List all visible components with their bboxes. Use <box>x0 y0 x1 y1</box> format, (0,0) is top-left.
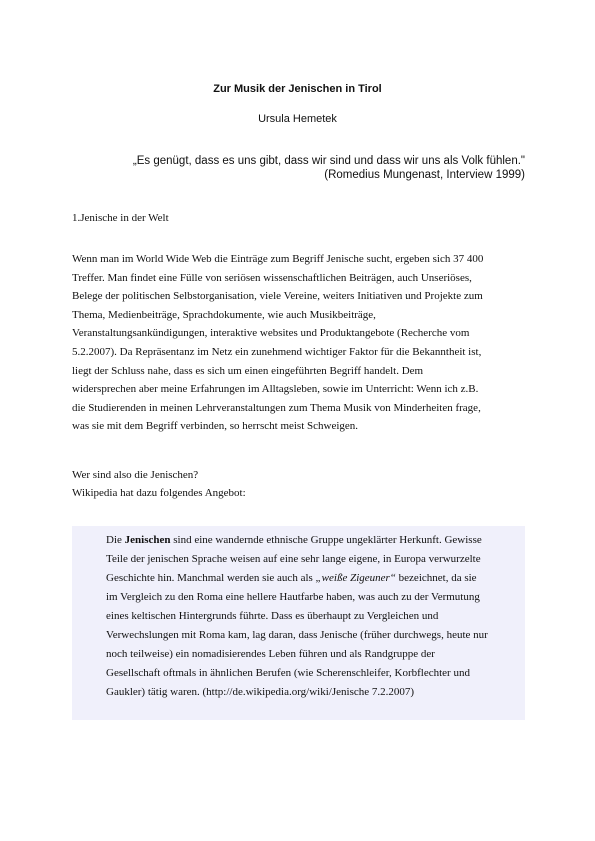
question-line: Wer sind also die Jenischen? <box>72 469 199 481</box>
paragraph-line: die Studierenden in meinen Lehrveranstaltungen zum Thema Musik von Minderheiten frage, <box>72 401 481 414</box>
wiki-intro-line: Wikipedia hat dazu folgendes Angebot: <box>72 487 246 499</box>
wiki-term-bold: Jenischen <box>124 534 171 546</box>
wiki-term-italic: „weiße Zigeuner“ <box>315 572 396 584</box>
wiki-line <box>106 569 521 588</box>
wikipedia-quote-text <box>106 531 521 702</box>
wiki-text-fragment: Die <box>106 534 125 546</box>
wiki-line: Verwechslungen mit Roma kam, lag daran, dass Jenische (früher durchwegs, heute nur <box>106 629 488 641</box>
section-heading: 1.Jenische in der Welt <box>72 212 169 224</box>
paragraph-line: was sie mit dem Begriff verbinden, so herrscht meist Schweigen. <box>72 420 359 433</box>
paragraph-line: Thema, Medienbeiträge, Sprachdokumente, wie auch Musikbeiträge, <box>72 308 376 321</box>
paragraph-line: Wenn man im World Wide Web die Einträge zum Begriff Jenische sucht, ergeben sich 37 400 <box>72 253 484 265</box>
body-paragraph <box>72 250 530 436</box>
wiki-line: Gaukler) tätig waren. (http://de.wikipedia.org/wiki/Jenische 7.2.2007) <box>106 686 415 698</box>
wiki-line: eines keltischen Hintergrunds führte. Dass es überhaupt zu Vergleichen und <box>106 610 439 622</box>
wiki-line: noch teilweise) ein nomadisierendes Leben führen und als Randgruppe der <box>106 648 435 660</box>
wiki-line <box>106 531 521 550</box>
paragraph-line: Veranstaltungsankündigungen, interaktive websites und Produktangebote (Recherche vom <box>72 327 470 340</box>
wiki-text-fragment: Geschichte hin. Manchmal werden sie auch als <box>106 572 316 584</box>
paragraph-line: Belege der politischen Selbstorganisation, viele Vereine, weiters Initiativen und Projekte zum <box>72 290 483 303</box>
epigraph-source: (Romedius Mungenast, Interview 1999) <box>324 169 525 181</box>
wiki-line: Teile der jenischen Sprache weisen auf eine sehr lange eigene, in Europa verwurzelte <box>106 553 481 565</box>
paragraph-line: 5.2.2007). Da Repräsentanz im Netz ein zunehmend wichtiger Faktor für die Bekanntheit ist, <box>72 345 482 358</box>
wiki-text-fragment: sind eine wandernde ethnische Gruppe ungeklärter Herkunft. Gewisse <box>170 534 482 546</box>
document-author: Ursula Hemetek <box>258 113 337 125</box>
wiki-line: im Vergleich zu den Roma eine hellere Hautfarbe haben, was auch zu der Vermutung <box>106 591 480 603</box>
paragraph-line: Treffer. Man findet eine Fülle von seriösen wissenschaftlichen Beiträgen, auch Unseriöses, <box>72 271 472 284</box>
wiki-text-fragment: bezeichnet, da sie <box>395 572 477 584</box>
document-title: Zur Musik der Jenischen in Tirol <box>213 83 382 95</box>
wikipedia-quote-box <box>72 526 525 720</box>
paragraph-line: widersprechen aber meine Erfahrungen im Alltagsleben, sowie im Unterricht: Wenn ich z.B. <box>72 383 479 396</box>
wiki-line: Gesellschaft oftmals in ähnlichen Berufen (wie Scherenschleifer, Korbflechter und <box>106 667 470 679</box>
paragraph-line: liegt der Schluss nahe, dass es sich um einen eingeführten Begriff handelt. Dem <box>72 364 424 377</box>
epigraph <box>60 154 525 182</box>
epigraph-quote: „Es genügt, dass es uns gibt, dass wir sind und dass wir uns als Volk fühlen." <box>132 155 525 167</box>
